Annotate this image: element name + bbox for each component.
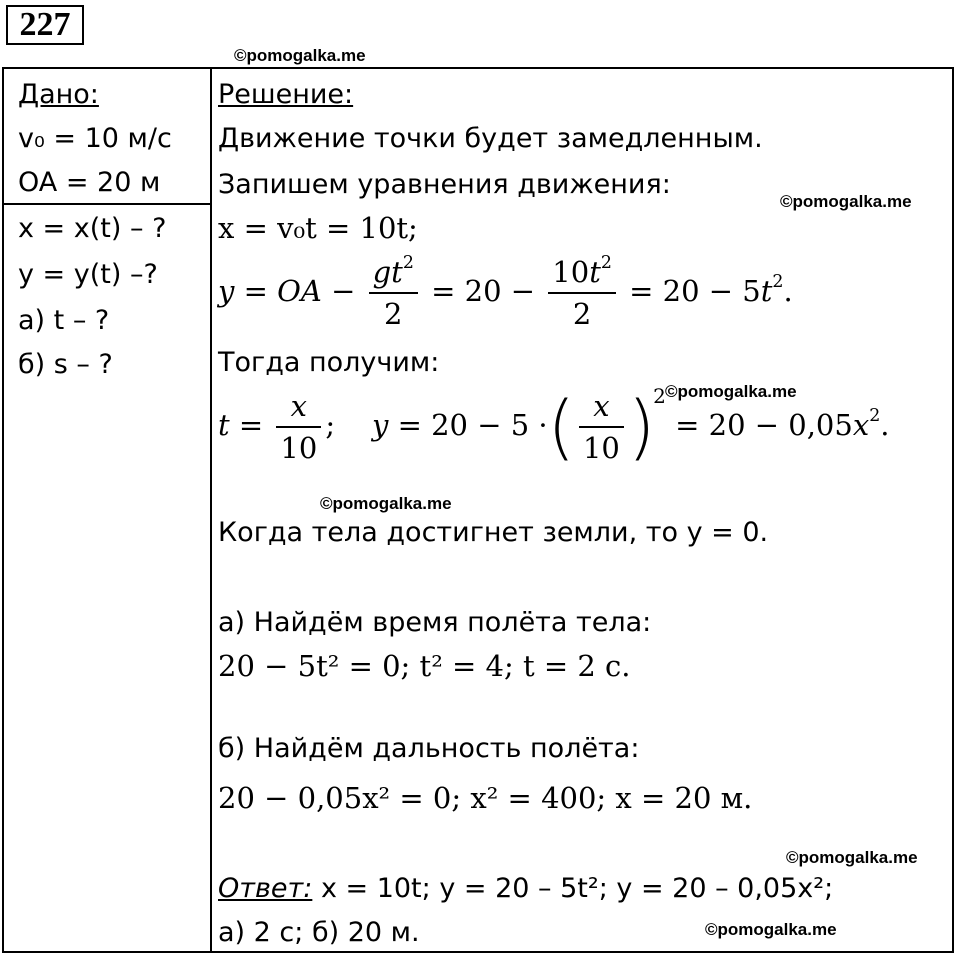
solution-title: Решение: — [218, 79, 354, 110]
find-time: а) t – ? — [18, 305, 110, 336]
solution-write-equations: Запишем уравнения движения: — [218, 169, 671, 200]
watermark: ©pomogalka.me — [320, 494, 452, 513]
find-distance: б) s – ? — [18, 349, 113, 380]
given-find-divider — [4, 203, 210, 205]
equation-y: y = OA − $\frac{gt^2}{2}$ = 20 − $\frac{10t^2}{2}$ = $20 - 5t^2$. — [218, 251, 793, 334]
part-a-equation: 20 − 5t² = 0; t² = 4; t = 2 с. — [218, 649, 631, 683]
equation-x: x = v₀t = 10t; — [218, 211, 418, 245]
watermark: ©pomogalka.me — [780, 192, 912, 211]
part-b-equation: 20 − 0,05x² = 0; x² = 400; x = 20 м. — [218, 781, 753, 815]
fraction-10t2-over-2: $\frac{10t^2}{2}$ — [548, 252, 616, 334]
fraction-gt2-over-2: $\frac{gt^2}{2}$ — [369, 252, 418, 334]
watermark: ©pomogalka.me — [234, 46, 366, 65]
part-a-title: а) Найдём время полёта тела: — [218, 607, 652, 638]
watermark: ©pomogalka.me — [705, 920, 837, 939]
part-b-title: б) Найдём дальность полёта: — [218, 733, 640, 764]
answer-line-1 — [218, 873, 833, 905]
fraction-x-over-10: $\frac{x}{10}$ — [276, 386, 321, 468]
find-x: x = x(t) – ? — [18, 213, 167, 244]
solution-motion-type: Движение точки будет замедленным. — [218, 123, 763, 154]
given-velocity: v₀ = 10 м/с — [18, 123, 172, 154]
equation-y-of-x: t = $\frac{x}{10}$ ; y = 20 − 5 ·( $\frac{x}{10}$ )$^2 = 20 - 0,05x^2$. — [218, 384, 890, 468]
answer-values: x = 10t; y = 20 – 5t²; y = 20 – 0,05x²; — [320, 873, 834, 904]
watermark: ©pomogalka.me — [786, 848, 918, 867]
solution-then: Тогда получим: — [218, 347, 440, 378]
watermark: ©pomogalka.me — [665, 382, 797, 401]
answer-line-2: а) 2 с; б) 20 м. — [218, 917, 420, 948]
column-divider — [210, 69, 212, 951]
given-height: OA = 20 м — [18, 167, 161, 198]
problem-number: 227 — [6, 5, 84, 45]
solution-ground-condition: Когда тела достигнет земли, то y = 0. — [218, 517, 769, 548]
find-y: y = y(t) –? — [18, 259, 158, 290]
fraction-x-over-10-paren: $\frac{x}{10}$ — [579, 386, 624, 468]
answer-label: Ответ: — [218, 873, 313, 904]
given-title: Дано: — [18, 79, 99, 110]
